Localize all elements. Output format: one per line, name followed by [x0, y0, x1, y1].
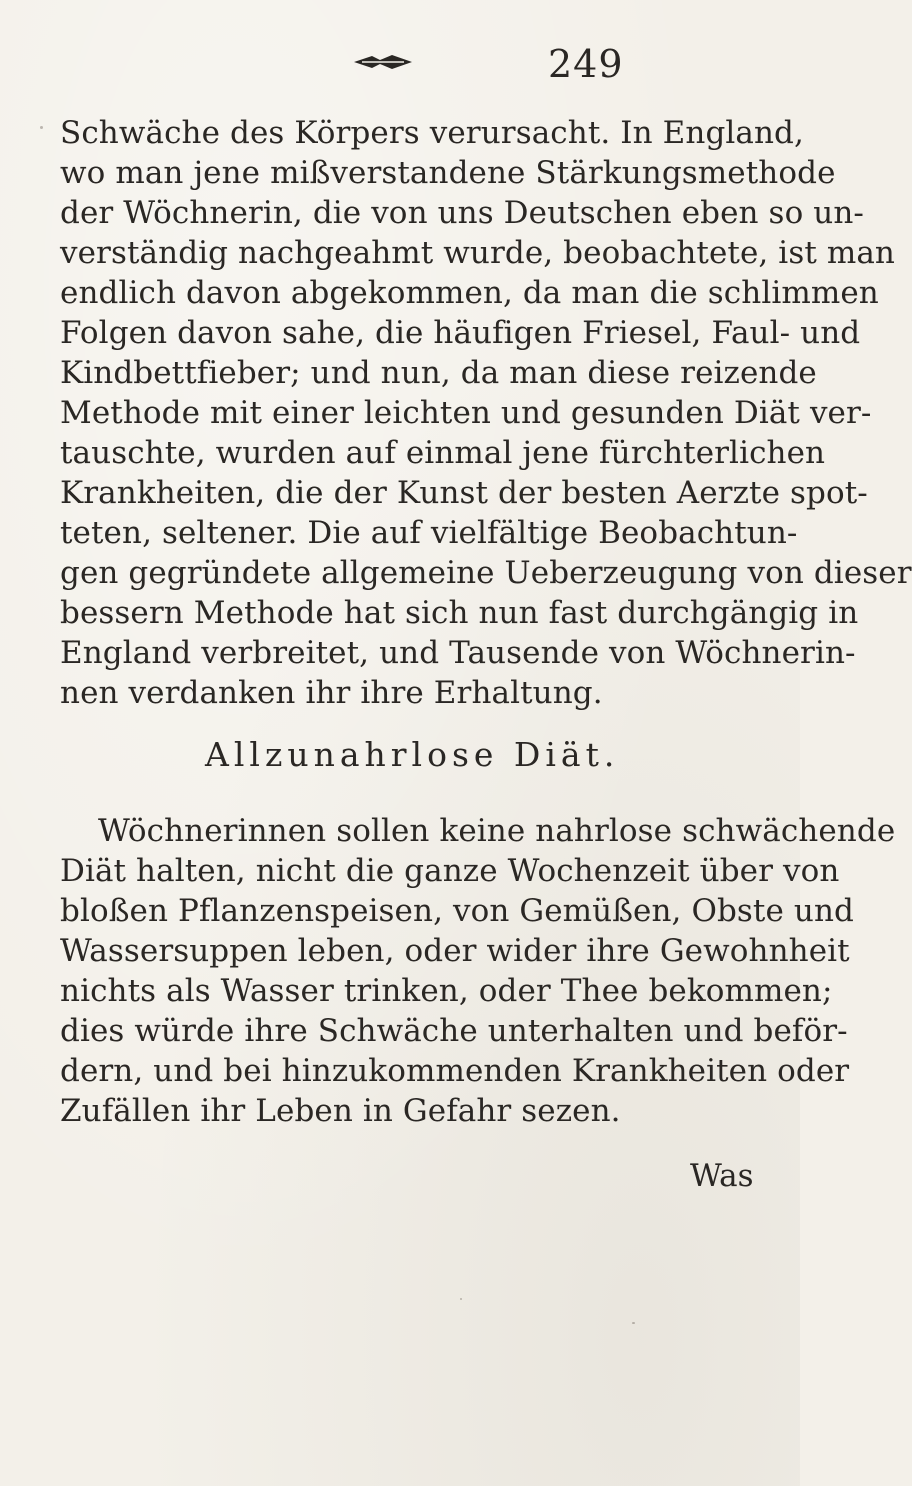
page-number: 249 — [548, 42, 624, 86]
paper-speck — [72, 640, 74, 642]
text-line: England verbreitet, und Tausende von Wöchnerin- — [60, 635, 856, 671]
section-heading: Allzunahrlose Diät. — [205, 735, 620, 774]
text-line: Diät halten, nicht die ganze Wochenzeit über von — [60, 853, 840, 889]
text-line: bloßen Pflanzenspeisen, von Gemüßen, Obste und — [60, 893, 854, 929]
text-line: Wöchnerinnen sollen keine nahrlose schwächende — [98, 813, 896, 849]
text-line: verständig nachgeahmt wurde, beobachtete, ist man — [60, 235, 895, 271]
text-line: Methode mit einer leichten und gesunden Diät ver- — [60, 395, 872, 431]
text-line: Wassersuppen leben, oder wider ihre Gewohnheit — [60, 933, 850, 969]
text-line: Krankheiten, die der Kunst der besten Aerzte spot- — [60, 475, 868, 511]
text-line: Schwäche des Körpers verursacht. In England, — [60, 115, 804, 151]
text-line: nen verdanken ihr ihre Erhaltung. — [60, 675, 603, 711]
printer-ornament-icon — [352, 52, 414, 72]
text-line: gen gegründete allgemeine Ueberzeugung von dieser — [60, 555, 912, 591]
text-line: nichts als Wasser trinken, oder Thee bekommen; — [60, 973, 833, 1009]
text-line: der Wöchnerin, die von uns Deutschen eben so un- — [60, 195, 864, 231]
paper-speck — [40, 126, 43, 129]
text-line: teten, seltener. Die auf vielfältige Beobachtun- — [60, 515, 798, 551]
text-line: Folgen davon sahe, die häufigen Friesel, Faul- und — [60, 315, 861, 351]
paper-speck — [460, 1298, 462, 1300]
text-line: dern, und bei hinzukommenden Krankheiten oder — [60, 1053, 850, 1089]
text-line: Zufällen ihr Leben in Gefahr sezen. — [60, 1093, 621, 1129]
text-line: endlich davon abgekommen, da man die schlimmen — [60, 275, 879, 311]
text-line: tauschte, wurden auf einmal jene fürchterlichen — [60, 435, 826, 471]
text-line: wo man jene mißverstandene Stärkungsmethode — [60, 155, 836, 191]
paper-speck — [632, 1322, 635, 1324]
text-line: dies würde ihre Schwäche unterhalten und beför- — [60, 1013, 848, 1049]
text-line: bessern Methode hat sich nun fast durchgängig in — [60, 595, 859, 631]
catchword: Was — [690, 1158, 754, 1194]
text-line: Kindbettfieber; und nun, da man diese reizende — [60, 355, 817, 391]
